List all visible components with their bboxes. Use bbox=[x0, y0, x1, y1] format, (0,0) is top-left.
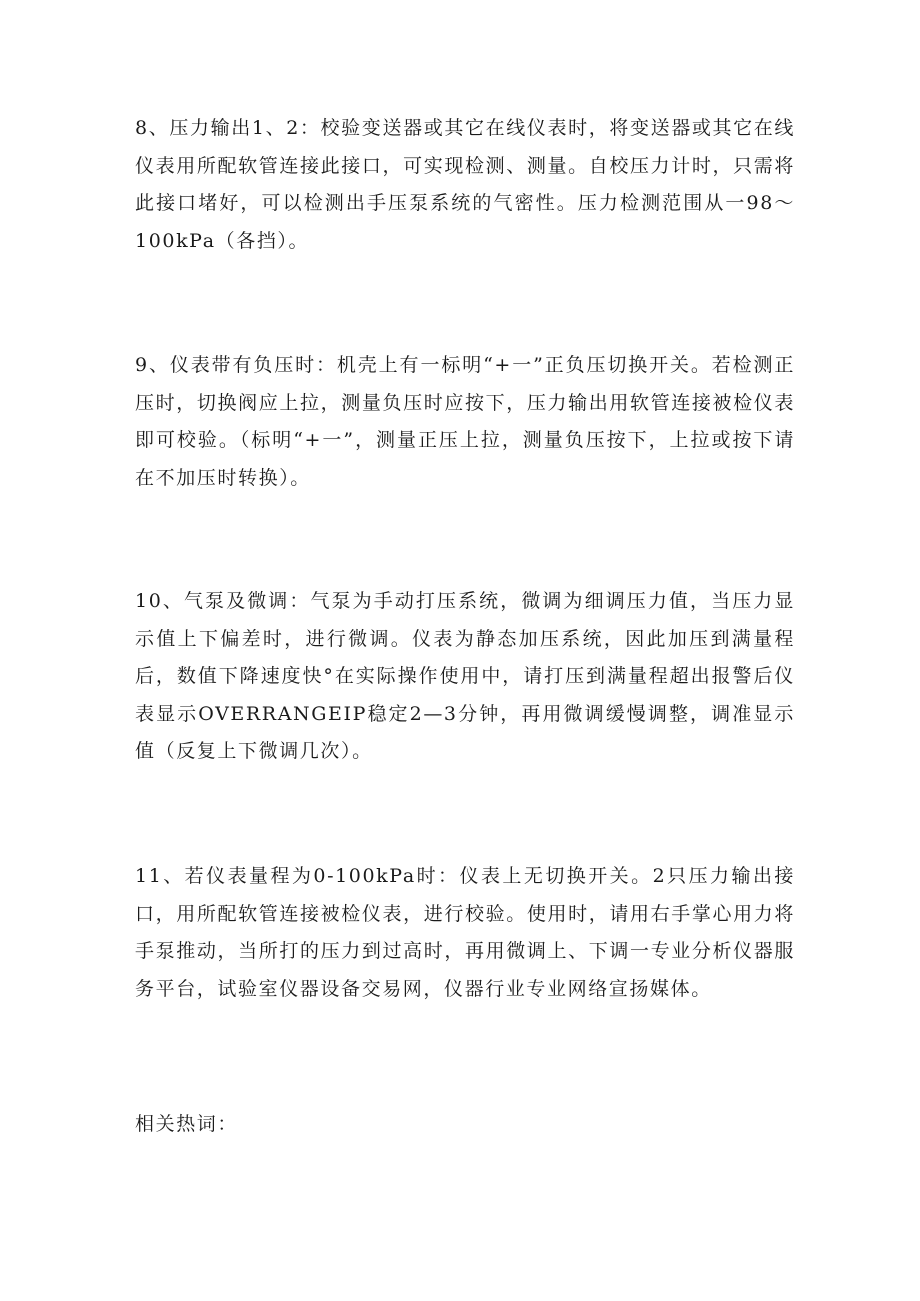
paragraph-11-range-0-100kpa: 11、若仪表量程为0-100kPa时：仪表上无切换开关。2只压力输出接口，用所配软管连接被检仪表，进行校验。使用时，请用右手掌心用力将手泵推动，当所打的压力到过高时，再用微调上、下调一专业分析仪器服务平台，试验室仪器设备交易网，仪器行业专业网络宣扬媒体。 bbox=[135, 865, 795, 1000]
paragraph-9-negative-pressure: 9、仪表带有负压时：机壳上有一标明“+一”正负压切换开关。若检测正压时，切换阀应上拉，测量负压时应按下，压力输出用软管连接被检仪表即可校验。（标明“+一”，测量正压上拉，测量负压按下，上拉或按下请在不加压时转换）。 bbox=[135, 354, 795, 489]
paragraph-8-pressure-output: 8、压力输出1、2：校验变送器或其它在线仪表时，将变送器或其它在线仪表用所配软管连接此接口，可实现检测、测量。自校压力计时，只需将此接口堵好，可以检测出手压泵系统的气密性。压力检测范围从一98～100kPa（各挡）。 bbox=[135, 117, 795, 252]
related-keywords-label: 相关热词： bbox=[135, 1113, 239, 1135]
paragraph-10-pump-fine-tuning: 10、气泵及微调：气泵为手动打压系统，微调为细调压力值，当压力显示值上下偏差时，进行微调。仪表为静态加压系统，因此加压到满量程后，数值下降速度快°在实际操作使用中，请打压到满量程超出报警后仪表显示OVERRANGEIP稳定2—3分钟，再用微调缓慢调整，调准显示值（反复上下微调几次）。 bbox=[135, 590, 795, 762]
